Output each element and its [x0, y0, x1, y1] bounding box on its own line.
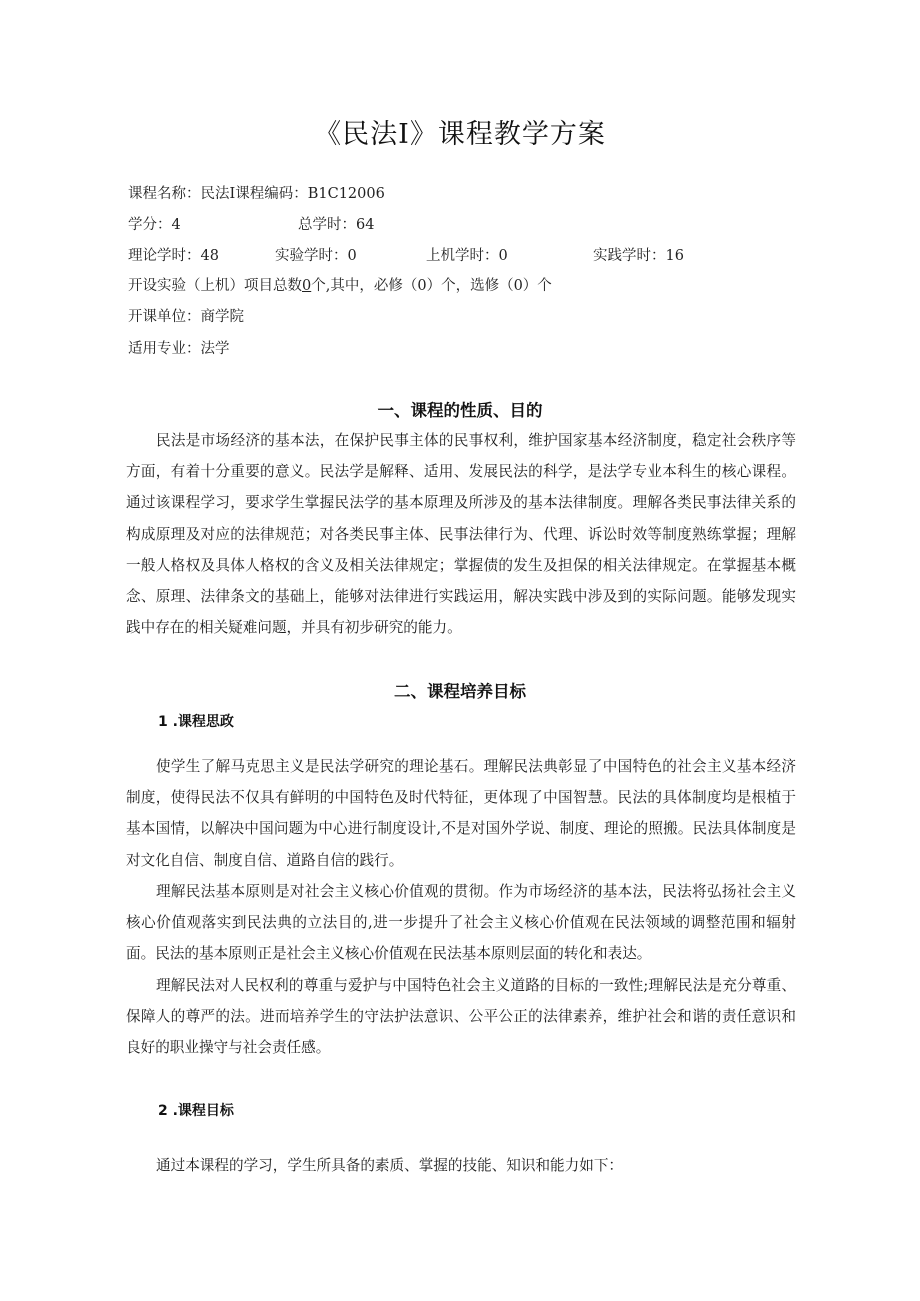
subsection1-paragraph-2: 理解民法基本原则是对社会主义核心价值观的贯彻。作为市场经济的基本法，民法将弘扬社会主义核心价值观落实到民法典的立法目的,进一步提升了社会主义核心价值观在民法领域的调整范围和辐射面。民法的基本原则正是社会主义核心价值观在民法基本原则层面的转化和表达。: [126, 883, 796, 963]
hours-line: [128, 244, 684, 265]
credit-line: [128, 213, 374, 234]
section1-heading: 一、课程的性质、目的: [377, 401, 543, 420]
subsection1-paragraph-1: 使学生了解马克思主义是民法学研究的理论基石。理解民法典彰显了中国特色的社会主义基本经济制度，使得民法不仅具有鲜明的中国特色及时代特征，更体现了中国智慧。民法的具体制度均是根植于基本国情，以解决中国问题为中心进行制度设计,不是对国外学说、制度、理论的照搬。民法具体制度是对文化自信、制度自信、道路自信的践行。: [126, 758, 796, 869]
section2-heading: 二、课程培养目标: [394, 682, 526, 701]
total-hours: 总学时：64: [298, 217, 375, 233]
experiments-line: [128, 274, 552, 295]
course-name-line: 课程名称：民法Ⅰ课程编码：B1C12006: [128, 186, 385, 202]
practice-hours: 实践学时：16: [593, 248, 684, 264]
department-line: 开课单位：商学院: [128, 309, 244, 325]
computer-hours: 上机学时：0: [426, 248, 508, 264]
experiments-count: 0: [302, 278, 312, 294]
subsection1-paragraph-3: 理解民法对人民权利的尊重与爱护与中国特色社会主义道路的目标的一致性;理解民法是充分尊重、保障人的尊严的法。进而培养学生的守法护法意识、公平公正的法律素养，维护社会和谐的责任意识和良好的职业操守与社会责任感。: [126, 977, 796, 1057]
document-title: 《民法Ⅰ》课程教学方案: [314, 119, 606, 150]
subsection2-paragraph: 通过本课程的学习，学生所具备的素质、掌握的技能、知识和能力如下：: [156, 1157, 624, 1174]
experiments-suffix: 个,其中，必修（0）个，选修（0）个: [311, 278, 552, 294]
section1-paragraph: 民法是市场经济的基本法，在保护民事主体的民事权利，维护国家基本经济制度，稳定社会秩序等方面，有着十分重要的意义。民法学是解释、适用、发展民法的科学，是法学专业本科生的核心课程。通过该课程学习，要求学生掌握民法学的基本原理及所涉及的基本法律制度。理解各类民事法律关系的构成原理及对应的法律规范；对各类民事主体、民事法律行为、代理、诉讼时效等制度熟练掌握；理解一般人格权及具体人格权的含义及相关法律规定；掌握债的发生及担保的相关法律规定。在掌握基本概念、原理、法律条文的基础上，能够对法律进行实践运用，解决实践中涉及到的实际问题。能够发现实践中存在的相关疑难问题，并具有初步研究的能力。: [126, 432, 796, 637]
experiments-prefix: 开设实验（上机）项目总数: [128, 278, 302, 294]
lab-hours: 实验学时：0: [275, 248, 357, 264]
theory-hours: 理论学时：48: [128, 248, 219, 264]
major-line: 适用专业：法学: [128, 341, 230, 357]
subsection1-heading: 1 .课程思政: [158, 714, 234, 730]
subsection2-heading: 2 .课程目标: [158, 1103, 234, 1119]
credit: 学分：4: [128, 217, 181, 233]
